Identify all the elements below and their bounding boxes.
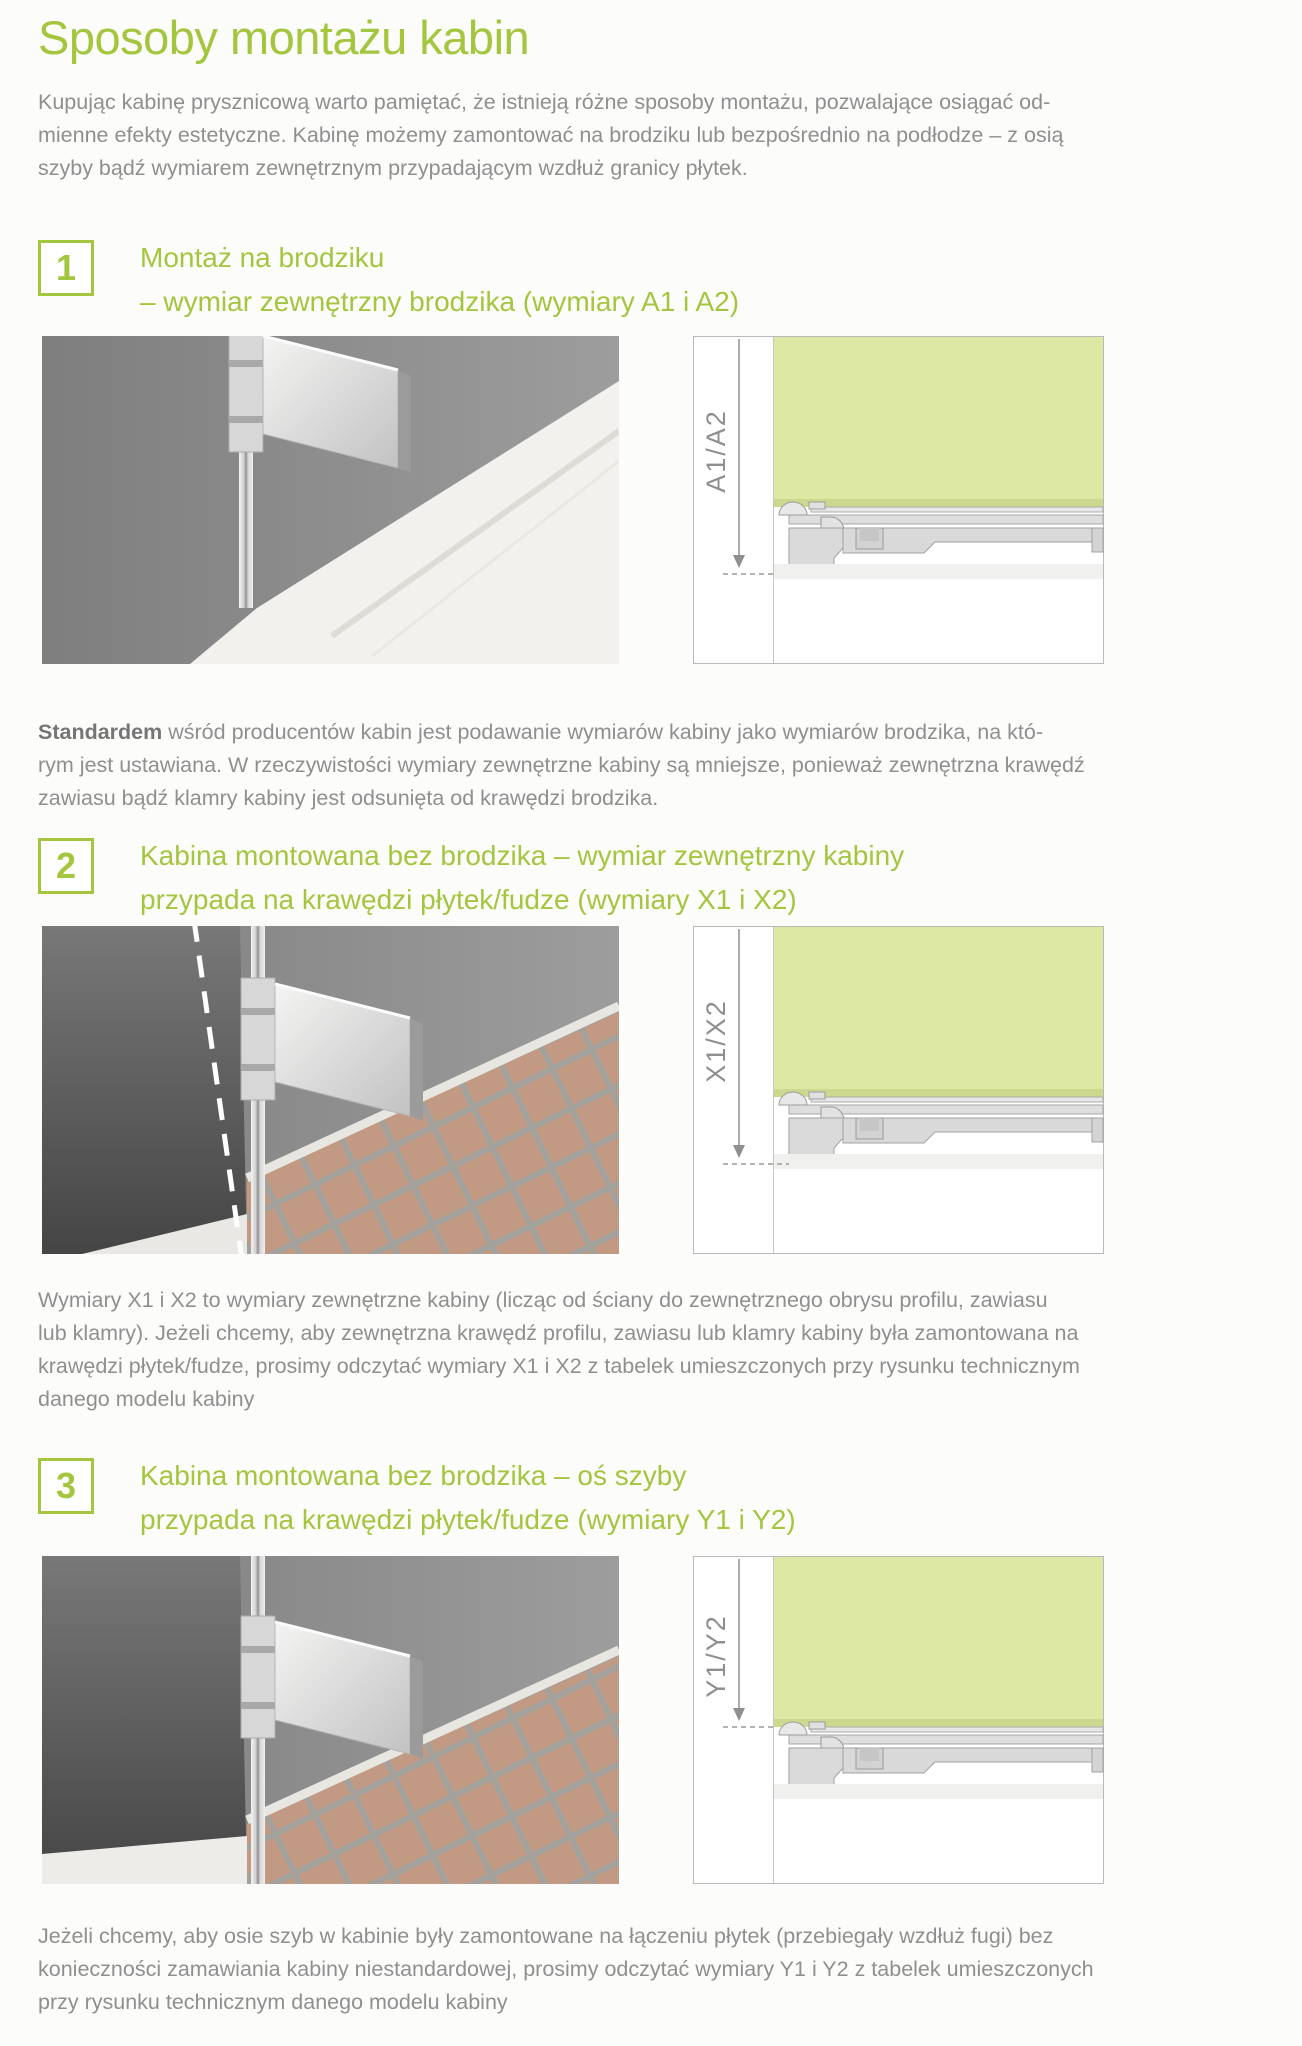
photo-hinge-on-tiles	[42, 1556, 619, 1884]
glass-area	[774, 927, 1103, 1097]
section-heading-1	[140, 236, 739, 324]
diagram-2	[693, 926, 1104, 1254]
dimension-label: X1/X2	[701, 999, 731, 1083]
section-number-1	[38, 240, 94, 296]
note-line: Wymiary X1 i X2 to wymiary zewnętrzne kabiny (licząc od ściany do zewnętrznego obrysu profilu, zawiasu	[38, 1288, 1048, 1312]
section-number-3-digit: 3	[55, 1465, 77, 1506]
photo-hinge-on-shower-tray	[42, 336, 619, 664]
note-line: danego modelu kabiny	[38, 1387, 255, 1411]
section-heading-2	[140, 834, 904, 922]
note-bold-lead: Standardem	[38, 720, 163, 744]
dark-wall-panel	[42, 926, 247, 1254]
dimension-label: A1/A2	[701, 409, 731, 493]
section-note-1	[38, 716, 1085, 815]
diagram-1	[693, 336, 1104, 664]
note-line: konieczności zamawiania kabiny niestandardowej, prosimy odczytać wymiary Y1 i Y2 z tabelek umieszczonych	[38, 1957, 1094, 1981]
glass-area	[774, 337, 1103, 507]
section-heading-3-line1: Kabina montowana bez brodzika – oś szyby	[140, 1460, 687, 1491]
note-line-rest: wśród producentów kabin jest podawanie wymiarów kabiny jako wymiarów brodzika, na któ-	[162, 720, 1043, 744]
section-heading-3	[140, 1454, 796, 1542]
note-line: przy rysunku technicznym danego modelu kabiny	[38, 1990, 508, 2014]
note-line: rym jest ustawiana. W rzeczywistości wymiary zewnętrzne kabiny są mniejsze, ponieważ zewnętrzna krawędź	[38, 753, 1085, 777]
diagram-x1-x2	[693, 926, 1104, 1254]
dimension-label: Y1/Y2	[701, 1614, 731, 1698]
section-heading-3-line2: przypada na krawędzi płytek/fudze (wymiary Y1 i Y2)	[140, 1504, 796, 1535]
note-line: Jeżeli chcemy, aby osie szyb w kabinie były zamontowane na łączeniu płytek (przebiegały wzdłuż fugi) bez	[38, 1924, 1054, 1948]
intro-line: szyby bądź wymiarem zewnętrznym przypadającym wzdłuż granicy płytek.	[38, 156, 748, 180]
photo-2-render	[42, 926, 619, 1254]
diagram-3	[693, 1556, 1104, 1884]
section-number-2-digit: 2	[55, 845, 77, 886]
section-number-2	[38, 838, 94, 894]
section-heading-2-line1: Kabina montowana bez brodzika – wymiar zewnętrzny kabiny	[140, 840, 905, 871]
section-heading-1-line1: Montaż na brodziku	[140, 242, 385, 273]
note-line: zawiasu bądź klamry kabiny jest odsunięta od krawędzi brodzika.	[38, 786, 659, 810]
dark-wall-panel	[42, 1556, 247, 1884]
note-line: krawędzi płytek/fudze, prosimy odczytać wymiary X1 i X2 z tabelek umieszczonych przy rysunku technicznym	[38, 1354, 1080, 1378]
section-note-3	[38, 1920, 1094, 2019]
diagram-y1-y2	[693, 1556, 1104, 1884]
section-heading-1-line2: – wymiar zewnętrzny brodzika (wymiary A1 i A2)	[140, 286, 740, 317]
diagram-a1-a2	[693, 336, 1104, 664]
photo-3-render	[42, 1556, 619, 1884]
section-note-2	[38, 1284, 1080, 1416]
intro-line: Kupując kabinę prysznicową warto pamiętać, że istnieją różne sposoby montażu, pozwalające osiągać od-	[38, 90, 1051, 114]
page-title: Sposoby montażu kabin	[38, 11, 530, 64]
section-number-3	[38, 1458, 94, 1514]
glass-area	[774, 1557, 1103, 1727]
intro-line: mienne efekty estetyczne. Kabinę możemy zamontować na brodziku lub bezpośrednio na podłodze – z osią	[38, 123, 1064, 147]
photo-hinge-on-tiles-with-axis	[42, 926, 619, 1254]
photo-1-render	[42, 336, 619, 664]
section-number-1-digit: 1	[55, 247, 77, 288]
note-line	[38, 716, 1085, 749]
note-line: lub klamry). Jeżeli chcemy, aby zewnętrzna krawędź profilu, zawiasu lub klamry kabiny była zamontowana na	[38, 1321, 1079, 1345]
intro-paragraph	[38, 86, 1063, 185]
section-heading-2-line2: przypada na krawędzi płytek/fudze (wymiary X1 i X2)	[140, 884, 797, 915]
